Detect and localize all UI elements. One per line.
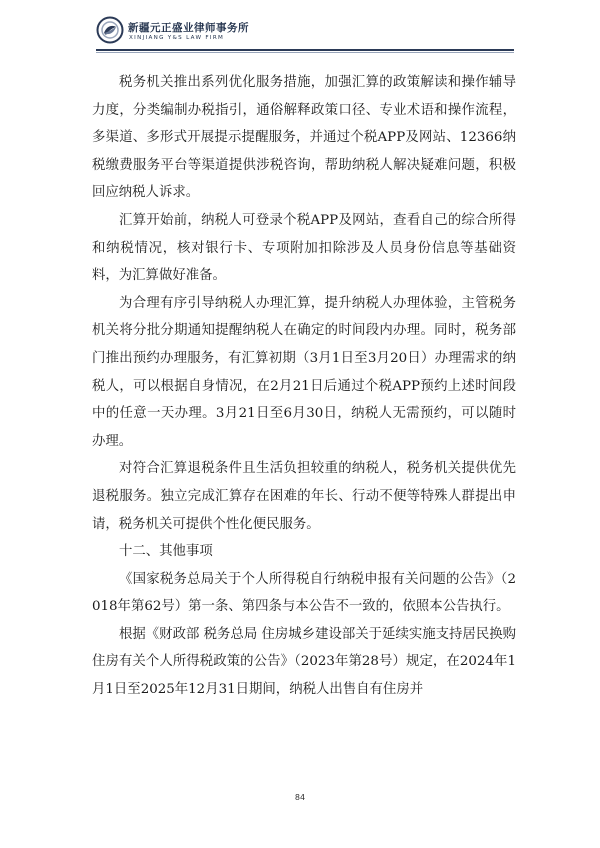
firm-logo-icon — [96, 16, 124, 44]
header-divider-thin — [96, 52, 514, 53]
paragraph-appointment: 为合理有序引导纳税人办理汇算，提升纳税人办理体验，主管税务机关将分批分期通知提醒纳税人在确定的时间段内办理。同时，税务部门推出预约办理服务，有汇算初期（3月1日至3月20日）办理需求的纳税人，可以根据自身情况，在2月21日后通过个税APP预约上述时间段中的任意一天办理。3月21日至6月30日，纳税人无需预约，可以随时办理。 — [92, 295, 516, 449]
paragraph-service-measures: 税务机关推出系列优化服务措施，加强汇算的政策解读和操作辅导力度，分类编制办税指引，通俗解释政策口径、专业术语和操作流程，多渠道、多形式开展提示提醒服务，并通过个税APP及网站、12366纳税缴费服务平台等渠道提供涉税咨询，帮助纳税人解决疑难问题，积极回应纳税人诉求。 — [92, 75, 516, 201]
paragraph-housing-policy: 根据《财政部 税务总局 住房城乡建设部关于延续实施支持居民换购住房有关个人所得税政策的公告》（2023年第28号）规定，在2024年1月1日至2025年12月31日期间，纳税人出售自有住房并 — [92, 626, 516, 698]
header-divider — [96, 49, 514, 51]
section-heading-other-matters: 十二、其他事项 — [119, 544, 213, 560]
document-header — [96, 14, 516, 54]
document-body — [92, 69, 516, 704]
paragraph-priority-refund: 对符合汇算退税条件且生活负担较重的纳税人，税务机关提供优先退税服务。独立完成汇算存在困难的年长、行动不便等特殊人群提出申请，税务机关可提供个性化便民服务。 — [92, 461, 516, 532]
paragraph-preparation: 汇算开始前，纳税人可登录个税APP及网站，查看自己的综合所得和纳税情况，核对银行卡、专项附加扣除涉及人员身份信息等基础资料，为汇算做好准备。 — [92, 212, 516, 284]
page-number: 84 — [294, 793, 306, 802]
paragraph-announcement-2018: 《国家税务总局关于个人所得税自行纳税申报有关问题的公告》（2018年第62号）第一条、第四条与本公告不一致的，依照本公告执行。 — [92, 571, 516, 615]
firm-name-en: XINJIANG Y&S LAW FIRM — [129, 35, 225, 41]
firm-name-cn: 新疆元正盛业律师事务所 — [128, 22, 249, 34]
